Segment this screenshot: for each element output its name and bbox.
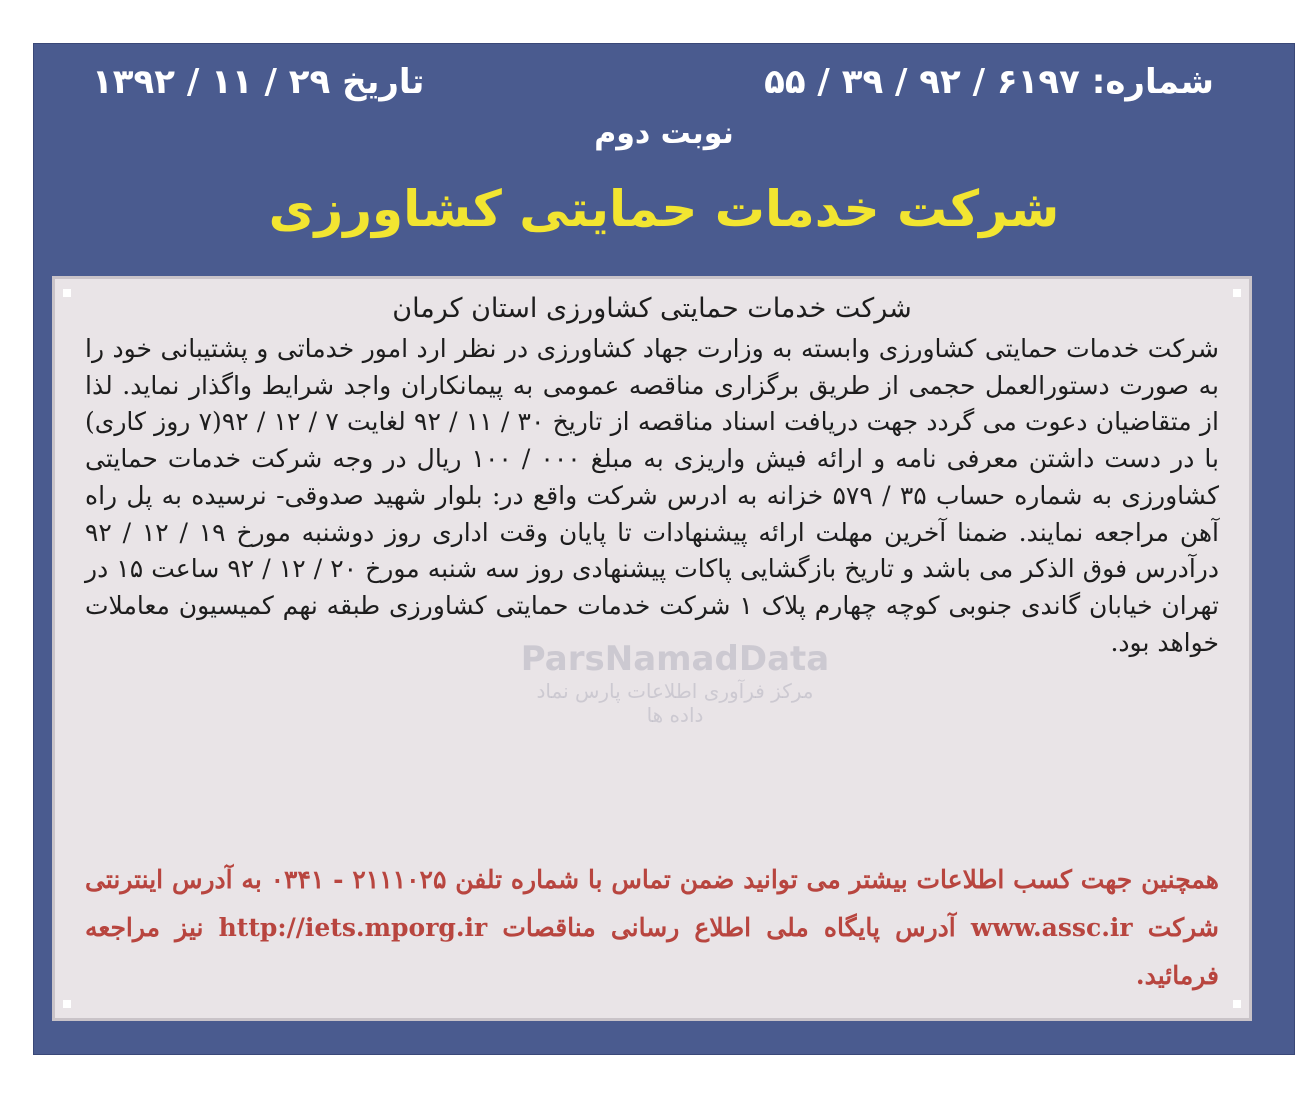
watermark: ParsNamadData [520,639,830,679]
notice-body-text: شرکت خدمات حمایتی کشاورزی وابسته به وزارت جهاد کشاورزی در نظر ارد امور خدماتی و پشتیبانی خود را به صورت دستورالعمل حجمی از طریق برگزاری مناقصه عمومی به پیمانکاران واجد شرایط واگذار نماید. لذا از متقاضیان دعوت می گردد جهت دریافت اسناد مناقصه از تاریخ ۳۰ / ۱۱ / ۹۲ لغایت ۷ / ۱۲ / ۹۲(۷ روز کاری) با در دست داشتن معرفی نامه و ارائه فیش واریزی به مبلغ ۰۰۰ / ۱۰۰ ریال در وجه شرکت خدمات حمایتی کشاورزی به شماره حساب ۳۵ / ۵۷۹ خزانه به ادرس شرکت واقع در: بلوار شهید صدوقی- نرسیده به پل راه آهن مراجعه نمایند. ضمنا آخرین مهلت ارائه پیشنهادات تا پایان وقت اداری روز دوشنبه مورخ ۱۹ / ۱۲ / ۹۲ درآدرس فوق الذکر می باشد و تاریخ بازگشایی پاکات پیشنهادی روز سه شنبه مورخ ۲۰ / ۱۲ / ۹۲ ساعت ۱۵ در تهران خیابان گاندی جنوبی کوچه چهارم پلاک ۱ شرکت خدمات حمایتی کشاورزی طبقه نهم کمیسیون معاملات خواهد بود. [85,334,1220,657]
contact-text-part2: آدرس پایگاه ملی اطلاع رسانی مناقصات [502,913,956,942]
contact-text-part1: همچنین جهت کسب اطلاعات بیشتر می توانید ضمن تماس با شماره تلفن ۲۱۱۱۰۲۵ - ۰۳۴۱ به آدرس اینترنتی شرکت [85,865,1219,942]
contact-text-part3: نیز مراجعه فرمائید. [85,913,1219,990]
company-title: شرکت خدمات حمایتی کشاورزی [268,180,1060,238]
publication-round: نوبت دوم [594,116,734,151]
issue-number: شماره: ۶۱۹۷ / ۹۲ / ۳۹ / ۵۵ [764,62,1214,102]
tender-portal-link[interactable]: http://iets.mporg.ir [218,913,488,942]
corner-ornament-bottom-left [63,1000,71,1008]
website-link[interactable]: www.assc.ir [970,913,1133,942]
notice-subtitle: شرکت خدمات حمایتی کشاورزی استان کرمان [392,293,912,324]
contact-paragraph [85,856,1219,1000]
notice-body-box [52,276,1252,1021]
corner-ornament-bottom-right [1233,1000,1241,1008]
header-row [34,62,1294,122]
watermark-subtext: مرکز فرآوری اطلاعات پارس نماد داده ها [536,679,814,727]
issue-date: تاریخ ۲۹ / ۱۱ / ۱۳۹۲ [92,62,425,102]
newspaper-clipping [34,44,1294,1054]
